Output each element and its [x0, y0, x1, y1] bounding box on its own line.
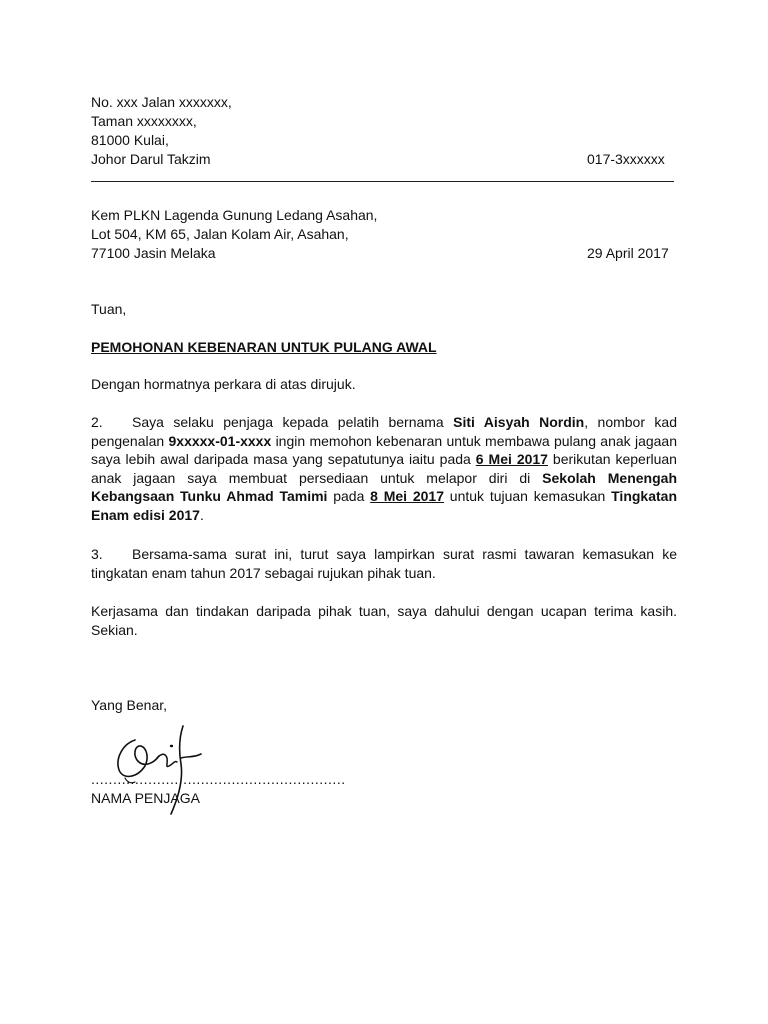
registration-date: 8 Mei 2017 [370, 488, 445, 504]
paragraph-2-text-5: pada [327, 488, 371, 504]
paragraph-3-number: 3. [91, 546, 103, 562]
letter-date: 29 April 2017 [587, 245, 669, 261]
intro-text: Dengan hormatnya perkara di atas dirujuk. [91, 376, 356, 392]
signer-name: NAMA PENJAGA [91, 790, 200, 806]
salutation: Tuan, [91, 301, 127, 317]
header-divider [91, 181, 674, 182]
ic-number: 9xxxxx-01-xxxx [168, 432, 272, 449]
closing-paragraph: Kerjasama dan tindakan daripada pihak tuan, saya dahului dengan ucapan terima kasih. Sekian. [91, 603, 677, 638]
sender-address-line-3: 81000 Kulai, [91, 132, 169, 148]
recipient-address-line-2: Lot 504, KM 65, Jalan Kolam Air, Asahan, [91, 226, 349, 242]
paragraph-2 [91, 413, 677, 524]
signoff: Yang Benar, [91, 697, 168, 713]
paragraph-3-text: Bersama-sama surat ini, turut saya lampirkan surat rasmi tawaran kemasukan ke tingkatan enam tahun 2017 sebagai rujukan pihak tuan. [91, 546, 677, 581]
paragraph-2-text-6: untuk tujuan kemasukan [444, 488, 612, 504]
recipient-address-line-3: 77100 Jasin Melaka [91, 245, 216, 261]
sender-address-line-2: Taman xxxxxxxx, [91, 113, 197, 129]
form-level: Tingkatan Enam edisi 2017 [91, 488, 677, 523]
paragraph-2-text-2: , nombor kad pengenalan [91, 414, 677, 449]
paragraph-2-text-3: ingin memohon kebenaran untuk membawa pulang anak jagaan saya lebih awal daripada masa yang sepatutunya iaitu pada [91, 432, 677, 467]
sender-phone: 017-3xxxxxx [587, 151, 665, 167]
paragraph-2-number: 2. [91, 414, 103, 430]
paragraph-3 [91, 545, 677, 582]
letter-subject: PEMOHONAN KEBENARAN UNTUK PULANG AWAL [91, 339, 437, 355]
paragraph-2-text-1: Saya selaku penjaga kepada pelatih bernama [132, 414, 454, 430]
release-date: 6 Mei 2017 [475, 451, 548, 467]
paragraph-2-text-7: . [199, 506, 204, 523]
school-name: Sekolah Menengah Kebangsaan Tunku Ahmad Tamimi [91, 469, 677, 504]
trainee-name: Siti Aisyah Nordin [453, 414, 585, 430]
paragraph-2-text-4: berikutan keperluan anak jagaan saya membuat persediaan untuk melapor diri di [91, 451, 677, 486]
recipient-address-line-1: Kem PLKN Lagenda Gunung Ledang Asahan, [91, 207, 378, 223]
sender-address-line-4: Johor Darul Takzim [91, 151, 211, 167]
signature-line: .......................................................... [91, 771, 346, 787]
sender-address-line-1: No. xxx Jalan xxxxxxx, [91, 94, 232, 110]
